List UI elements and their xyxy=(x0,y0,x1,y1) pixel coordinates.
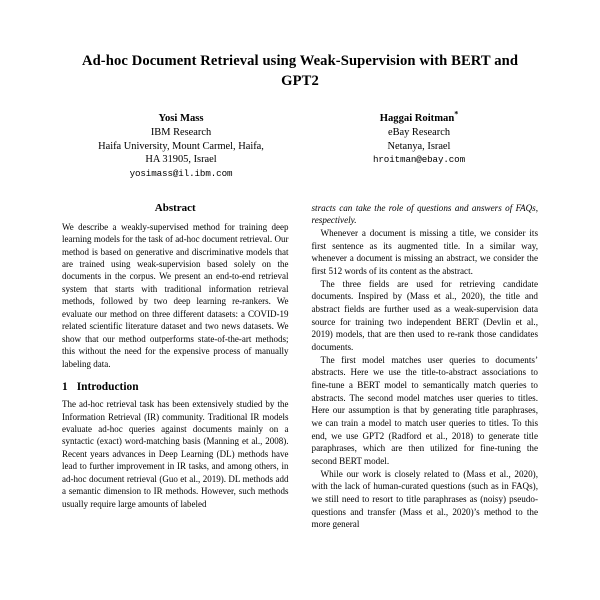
two-column-body xyxy=(62,202,538,531)
title-block xyxy=(0,0,600,91)
body-paragraph: Whenever a document is missing a title, we consider its first sentence as its augmented title. In a similar way, whenever a document is missing an abstract, we consider the first 512 words of its content as the abstract. xyxy=(311,227,538,276)
right-column xyxy=(312,202,539,531)
author-affiliation-line-3: HA 31905, Israel xyxy=(145,154,217,166)
author-entry-0 xyxy=(62,112,300,179)
author-affiliation-line-2: Haifa University, Mount Carmel, Haifa, xyxy=(98,140,264,152)
abstract-heading: Abstract xyxy=(154,201,196,214)
author-name-text: Haggai Roitman xyxy=(379,113,455,125)
author-name-text: Yosi Mass xyxy=(158,113,204,125)
author-affiliation-marker: * xyxy=(454,109,459,119)
page-title: Ad-hoc Document Retrieval using Weak-Supervision with BERT and GPT2 xyxy=(81,53,519,89)
figure-caption-continuation: stracts can take the role of questions and answers of FAQs, respectively. xyxy=(311,202,538,226)
author-email[interactable]: yosimass@il.ibm.com xyxy=(129,167,233,179)
author-block xyxy=(62,109,538,179)
section-title: Introduction xyxy=(76,381,139,394)
section-heading-introduction xyxy=(62,381,289,393)
body-paragraph: The three fields are used for retrieving candidate documents. Inspired by (Mass et al., 2020), the title and abstract fields are further used as a weak-supervision data source for training two independent BERT (Devlin et al., 2019) models, that are then used to re-rank those candidates documents. xyxy=(311,278,538,353)
author-affiliation-line-1: IBM Research xyxy=(150,127,212,139)
abstract-text: We describe a weakly-supervised method for training deep learning models for the task of ad-hoc document retrieval. Our method is based on generative and discriminative models that are trained using weak-supervision based solely on the documents in the corpus. We present an end-to-end retrieval system that starts with traditional information retrieval methods, followed by two deep learning re-rankers. We evaluate our method on three different datasets: a COVID-19 related scientific literature dataset and two news datasets. We show that our method outperforms state-of-the-art methods; this without the need for the expensive process of manually labeling data. xyxy=(62,221,289,369)
body-paragraph: While our work is closely related to (Mass et al., 2020), with the lack of human-curated questions (such as in FAQs), we still need to resort to title paraphrases as (noisy) pseudo-questions and transfer (Mass et al., 2020)’s method to the more general xyxy=(311,468,538,530)
author-name xyxy=(379,109,459,126)
section-number: 1 xyxy=(62,381,68,394)
body-paragraph: The first model matches user queries to documents’ abstracts. Here we use the title-to-abstract associations to fine-tune a BERT model to semantically match queries to abstracts. The second model matches user queries to titles. Here our assumption is that by generating title paraphrases, we can train a model to match user queries to titles. To this end, we use GPT2 (Radford et al., 2018) to generate title paraphrases, which are then utilized for fine-tuning the second BERT model. xyxy=(311,354,538,467)
author-entry-1 xyxy=(300,109,538,179)
section-paragraph: The ad-hoc retrieval task has been extensively studied by the Information Retrieval (IR) community. Traditional IR models evaluate ad-hoc queries against documents mainly on a syntactic (exact) word-matching basis (Manning et al., 2008). Recent years advances in Deep Learning (DL) methods have lead to further improvement in IR tasks, and among others, in ad-hoc document retrieval (Guo et al., 2019). DL methods add a semantic dimension to IR methods. However, such methods usually require large amounts of labeled xyxy=(62,399,289,509)
author-name xyxy=(158,112,203,126)
left-column xyxy=(62,202,289,531)
author-affiliation-line-2: Netanya, Israel xyxy=(387,140,451,152)
author-email[interactable]: hroitman@ebay.com xyxy=(372,154,466,166)
author-affiliation-line-1: eBay Research xyxy=(387,127,451,139)
